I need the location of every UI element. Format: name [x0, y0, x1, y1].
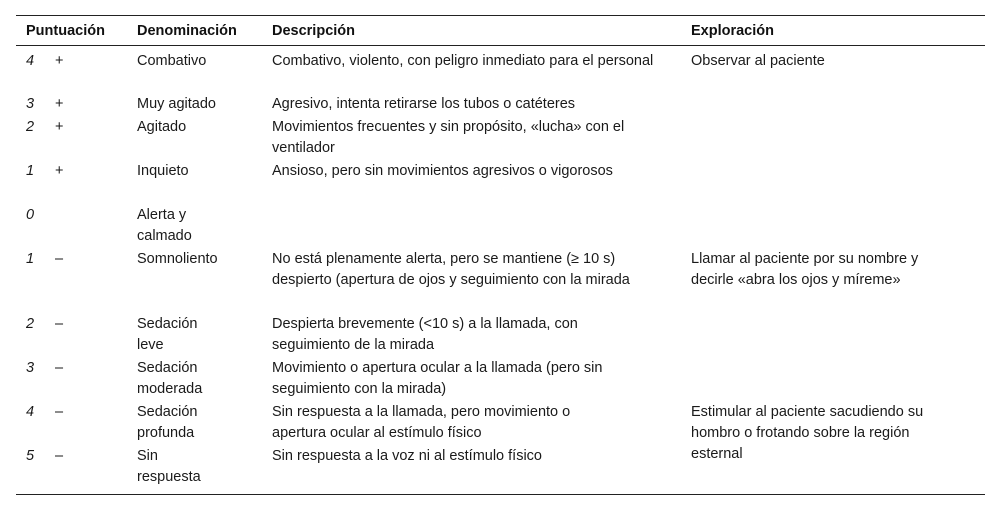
row-score-sign: –: [55, 360, 64, 376]
row-score-number: 2: [26, 316, 35, 332]
header-name: Denominación: [137, 23, 237, 39]
row-score-number: 4: [26, 404, 35, 420]
row-score-sign: –: [55, 251, 64, 267]
row-score-number: 3: [26, 360, 35, 376]
row-name: Somnoliento: [137, 251, 218, 267]
header-exploration: Exploración: [691, 23, 774, 39]
row-score-number: 3: [26, 96, 35, 112]
row-exploration: Estimular al paciente sacudiendo su hombro o frotando sobre la región esternal: [691, 404, 924, 462]
row-score-number: 5: [26, 448, 35, 464]
row-name: Inquieto: [137, 163, 189, 179]
row-score-sign: –: [55, 316, 64, 332]
header-description: Descripción: [272, 23, 355, 39]
row-name: Agitado: [137, 119, 187, 135]
row-score-number: 1: [26, 163, 35, 179]
row-score-sign: +: [55, 119, 64, 135]
row-name: Sedación moderada: [137, 360, 203, 397]
row-score-number: 1: [26, 251, 35, 267]
row-score-number: 4: [26, 53, 35, 69]
table-header: [16, 15, 985, 45]
row-description: Despierta brevemente (<10 s) a la llamada, con seguimiento de la mirada: [272, 316, 578, 353]
row-name: Sedación leve: [137, 316, 198, 353]
table-bottom-rule: [16, 494, 985, 495]
row-description: Movimientos frecuentes y sin propósito, «lucha» con el ventilador: [272, 119, 625, 156]
row-score-sign: +: [55, 163, 64, 179]
row-name: Combativo: [137, 53, 207, 69]
row-exploration: Llamar al paciente por su nombre y decirle «abra los ojos y míreme»: [691, 251, 919, 288]
row-name: Muy agitado: [137, 96, 216, 112]
row-description: Movimiento o apertura ocular a la llamada (pero sin seguimiento con la mirada): [272, 360, 603, 397]
row-description: Combativo, violento, con peligro inmediato para el personal: [272, 53, 654, 69]
row-score-number: 0: [26, 207, 35, 223]
row-description: Ansioso, pero sin movimientos agresivos o vigorosos: [272, 163, 613, 179]
row-score-sign: +: [55, 96, 64, 112]
row-score-sign: –: [55, 448, 64, 464]
row-description: No está plenamente alerta, pero se mantiene (≥ 10 s) despierto (apertura de ojos y seguimiento con la mirada: [272, 251, 630, 288]
row-score-number: 2: [26, 119, 35, 135]
row-name: Sin respuesta: [137, 448, 201, 485]
row-description: Sin respuesta a la voz ni al estímulo físico: [272, 448, 542, 464]
row-name: Alerta y calmado: [137, 207, 192, 244]
table-header-rule: [16, 45, 985, 46]
row-description: Agresivo, intenta retirarse los tubos o catéteres: [272, 96, 576, 112]
row-score-sign: –: [55, 404, 64, 420]
row-name: Sedación profunda: [137, 404, 198, 441]
row-description: Sin respuesta a la llamada, pero movimiento o apertura ocular al estímulo físico: [272, 404, 571, 441]
row-exploration: Observar al paciente: [691, 53, 825, 69]
header-score: Puntuación: [26, 23, 105, 39]
row-score-sign: +: [55, 53, 64, 69]
